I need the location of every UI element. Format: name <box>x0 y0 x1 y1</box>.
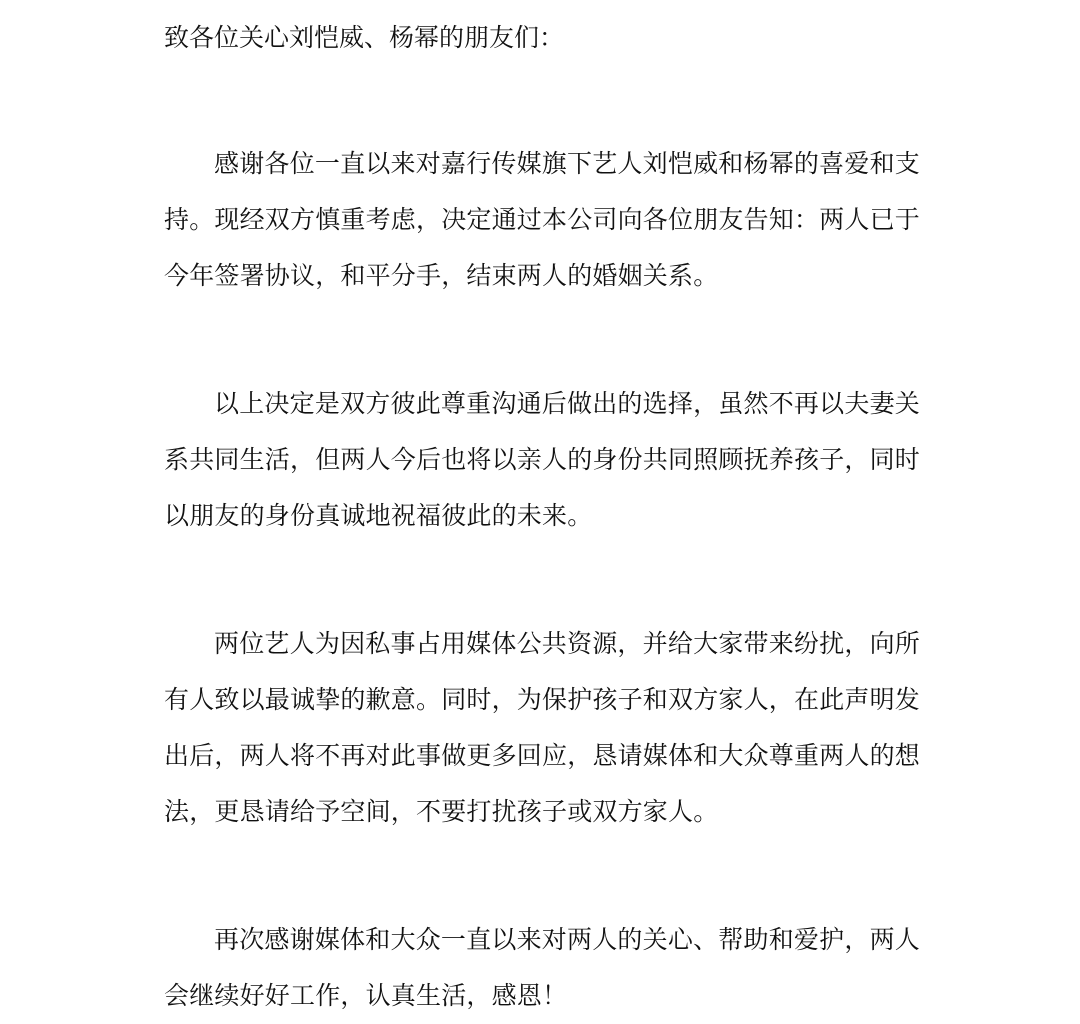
paragraph-gratitude-announcement: 感谢各位一直以来对嘉行传媒旗下艺人刘恺威和杨幂的喜爱和支持。现经双方慎重考虑，决定通过本公司向各位朋友告知：两人已于今年签署协议，和平分手，结束两人的婚姻关系。 <box>164 149 921 290</box>
paragraph-decision: 以上决定是双方彼此尊重沟通后做出的选择，虽然不再以夫妻关系共同生活，但两人今后也将以亲人的身份共同照顾抚养孩子，同时以朋友的身份真诚地祝福彼此的未来。 <box>164 389 921 530</box>
paragraph-apology: 两位艺人为因私事占用媒体公共资源，并给大家带来纷扰，向所有人致以最诚挚的歉意。同时，为保护孩子和双方家人，在此声明发出后，两人将不再对此事做更多回应，恳请媒体和大众尊重两人的想法，更恳请给予空间，不要打扰孩子或双方家人。 <box>164 629 921 826</box>
paragraph-closing-thanks: 再次感谢媒体和大众一直以来对两人的关心、帮助和爱护，两人会继续好好工作，认真生活，感恩！ <box>164 925 920 1010</box>
salutation: 致各位关心刘恺威、杨幂的朋友们： <box>164 23 565 52</box>
statement-document <box>164 0 920 1024</box>
